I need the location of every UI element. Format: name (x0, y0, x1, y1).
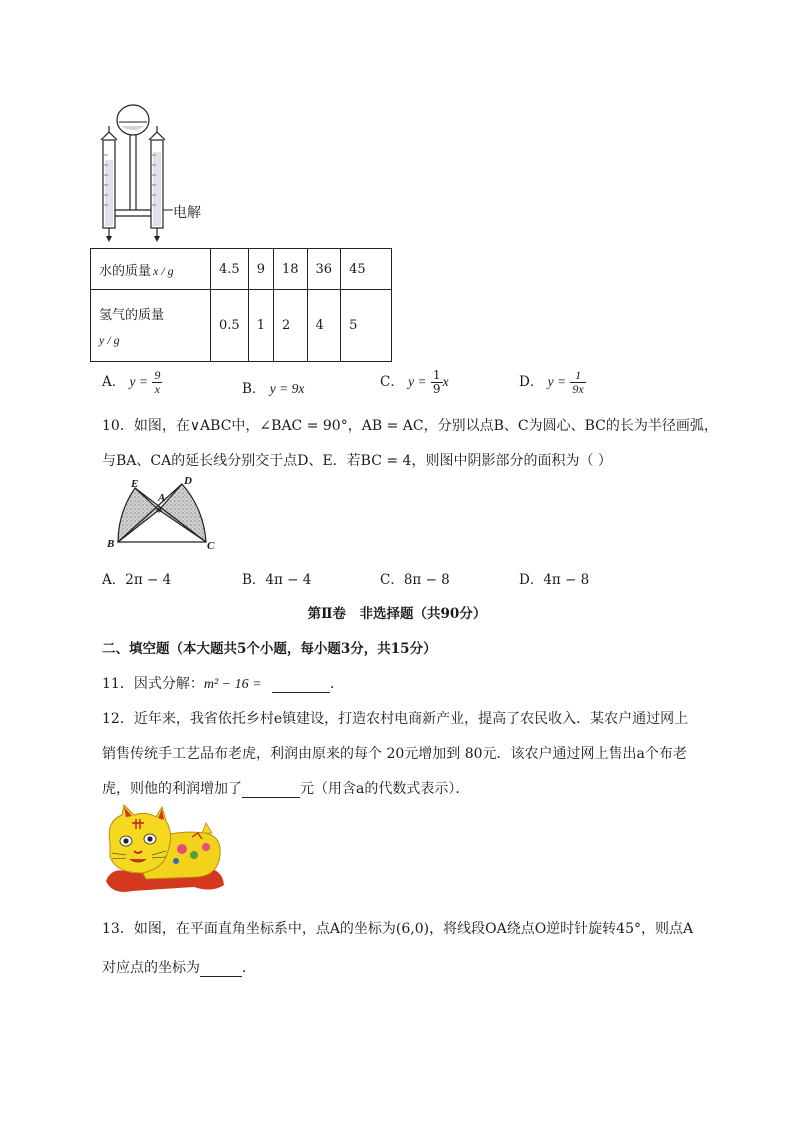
table-row (91, 249, 392, 290)
unit-x: x / g (153, 263, 174, 278)
q10-line-2: 与BA、CA的延长线分别交于点D、E．若BC = 4，则图中阴影部分的面积为（ ） (102, 453, 612, 469)
table-cell: 4.5 (211, 249, 249, 290)
q10-option-a: A．2π − 4 (102, 572, 172, 588)
row-header-hydrogen: 氢气的质量 y / g (91, 290, 211, 362)
figure-label-b: B (107, 538, 115, 550)
q9-option-c: C． y = $\frac{1}{9}$ x (380, 368, 449, 396)
section-2-title: 第Ⅱ卷 非选择题（共90分） (307, 606, 487, 622)
table-row (91, 290, 392, 362)
figure-label-e: E (131, 478, 139, 490)
answer-blank[interactable] (242, 781, 300, 798)
q9-option-b: B． y = 9x (242, 381, 305, 397)
unit-y: y / g (99, 332, 120, 347)
table-cell: 2 (273, 290, 307, 362)
table-cell: 18 (273, 249, 307, 290)
electrolysis-apparatus-figure (95, 100, 215, 245)
figure-label-d: D (184, 475, 192, 487)
cloth-tiger-image (102, 803, 228, 895)
q11-line: 11．因式分解：m² − 16 = ． (102, 676, 344, 692)
q13-line-1: 13．如图，在平面直角坐标系中，点A的坐标为(6,0)，将线段OA绕点O逆时针旋转45°，则点A (102, 921, 694, 937)
q9-option-a: A． y = $\frac{9}{x}$ (102, 368, 161, 396)
q10-option-c: C．8π − 8 (380, 572, 450, 588)
fraction: $\frac{9}{x}$ (154, 368, 161, 396)
row-header-water: 水的质量 x / g (91, 249, 211, 290)
table-cell: 4 (307, 290, 341, 362)
q10-option-d: D．4π − 8 (519, 572, 590, 588)
table-cell: 0.5 (211, 290, 249, 362)
table-cell: 45 (341, 249, 392, 290)
q12-line-1: 12．近年来，我省依托乡村e镇建设，打造农村电商新产业，提高了农民收入．某农户通过网上 (102, 711, 689, 727)
q10-line-1: 10．如图，在∨ABC中，∠BAC = 90°，AB = AC，分别以点B、C为圆心、BC的长为半径画弧， (102, 418, 718, 434)
fraction: $\frac{1}{9x}$ (572, 368, 584, 396)
fill-in-heading: 二、填空题（本大题共5个小题，每小题3分，共15分） (102, 641, 437, 657)
table-cell: 9 (248, 249, 273, 290)
figure-label-c: C (207, 540, 215, 552)
table-cell: 5 (341, 290, 392, 362)
figure-label-a: A (158, 492, 166, 504)
q12-line-3: 虎，则他的利润增加了 元（用含a的代数式表示）． (102, 781, 470, 797)
fraction: $\frac{1}{9}$ (432, 368, 441, 396)
table-cell: 1 (248, 290, 273, 362)
q9-option-d: D． y = $\frac{1}{9x}$ (519, 368, 584, 396)
apparatus-label: 电解 (173, 205, 201, 221)
q10-option-b: B．4π − 4 (242, 572, 312, 588)
q12-line-2: 销售传统手工艺品布老虎，利润由原来的每个 20元增加到 80元．该农户通过网上售出a个布老 (102, 746, 687, 762)
answer-blank[interactable] (272, 676, 330, 693)
q10-geometry-figure (102, 476, 222, 556)
q13-line-2: 对应点的坐标为 ． (102, 960, 256, 976)
answer-blank[interactable] (200, 960, 242, 977)
table-cell: 36 (307, 249, 341, 290)
data-table (90, 248, 392, 362)
